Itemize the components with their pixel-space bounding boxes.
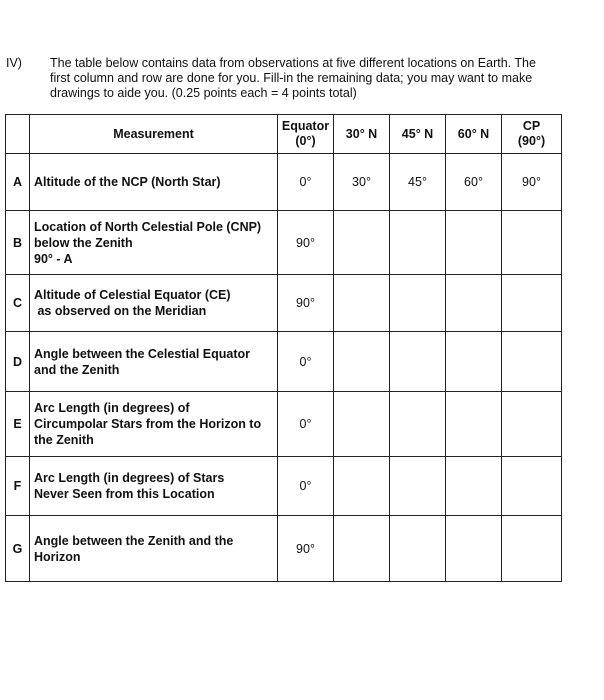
answer-cell[interactable]	[502, 332, 562, 392]
value-cell: 0°	[278, 392, 334, 457]
value-cell: 0°	[278, 457, 334, 516]
cp-header-degrees: (90°)	[517, 134, 546, 148]
value-cell: 0°	[278, 154, 334, 211]
value-cell: 90°	[502, 154, 562, 211]
observation-table	[5, 114, 562, 582]
value-cell: 90°	[278, 516, 334, 582]
answer-cell[interactable]	[390, 211, 446, 275]
measurement-line: and the Zenith	[34, 362, 120, 377]
table-row	[6, 332, 562, 392]
measurement-line: Arc Length (in degrees) of Stars	[34, 471, 225, 485]
row-letter: G	[6, 516, 30, 582]
equator-header	[278, 115, 334, 154]
measurement-line: Horizon	[34, 549, 81, 564]
row-letter: F	[6, 457, 30, 516]
answer-cell[interactable]	[334, 275, 390, 332]
measurement-line: Angle between the Celestial Equator	[34, 346, 251, 361]
measurement-cell	[30, 332, 278, 392]
table-row	[6, 154, 562, 211]
section-number: IV)	[6, 56, 22, 70]
header-row	[6, 115, 562, 154]
value-cell: 45°	[390, 154, 446, 211]
measurement-cell	[30, 275, 278, 332]
measurement-line: 90° - A	[34, 251, 73, 266]
row-letter: D	[6, 332, 30, 392]
answer-cell[interactable]	[334, 211, 390, 275]
answer-cell[interactable]	[334, 332, 390, 392]
row-letter: C	[6, 275, 30, 332]
row-letter: B	[6, 211, 30, 275]
instructions	[50, 56, 570, 101]
45n-header: 45° N	[390, 115, 446, 154]
answer-cell[interactable]	[502, 516, 562, 582]
cp-header-label: CP	[522, 119, 541, 133]
answer-cell[interactable]	[446, 275, 502, 332]
answer-cell[interactable]	[446, 457, 502, 516]
row-letter: E	[6, 392, 30, 457]
measurement-line: Circumpolar Stars from the Horizon to	[34, 417, 262, 431]
value-cell: 30°	[334, 154, 390, 211]
letter-header	[6, 115, 30, 154]
answer-cell[interactable]	[390, 275, 446, 332]
answer-cell[interactable]	[446, 211, 502, 275]
instruction-line: The table below contains data from observations at five different locations on Earth. The	[50, 56, 536, 70]
table-row	[6, 516, 562, 582]
answer-cell[interactable]	[334, 516, 390, 582]
measurement-cell	[30, 211, 278, 275]
answer-cell[interactable]	[502, 457, 562, 516]
answer-cell[interactable]	[390, 457, 446, 516]
measurement-cell	[30, 516, 278, 582]
answer-cell[interactable]	[446, 392, 502, 457]
answer-cell[interactable]	[502, 392, 562, 457]
measurement-line: Altitude of the NCP (North Star)	[34, 175, 221, 189]
measurement-cell	[30, 154, 278, 211]
measurement-line: Never Seen from this Location	[34, 487, 215, 501]
measurement-line: the Zenith	[34, 433, 94, 447]
value-cell: 0°	[278, 332, 334, 392]
equator-header-label: Equator	[281, 119, 330, 133]
measurement-cell	[30, 392, 278, 457]
answer-cell[interactable]	[502, 275, 562, 332]
table-row	[6, 211, 562, 275]
value-cell: 60°	[446, 154, 502, 211]
table-row	[6, 275, 562, 332]
measurement-line: Altitude of Celestial Equator (CE)	[34, 288, 231, 302]
value-cell: 90°	[278, 275, 334, 332]
measurement-line: as observed on the Meridian	[34, 304, 207, 318]
instruction-line: first column and row are done for you. Fill-in the remaining data; you may want to make	[50, 71, 533, 85]
answer-cell[interactable]	[446, 516, 502, 582]
measurement-header: Measurement	[30, 115, 278, 154]
value-cell: 90°	[278, 211, 334, 275]
table-row	[6, 392, 562, 457]
measurement-line: Location of North Celestial Pole (CNP)	[34, 219, 262, 234]
60n-header: 60° N	[446, 115, 502, 154]
measurement-line: Arc Length (in degrees) of	[34, 401, 190, 415]
30n-header: 30° N	[334, 115, 390, 154]
cp-header	[502, 115, 562, 154]
answer-cell[interactable]	[502, 211, 562, 275]
measurement-line: Angle between the Zenith and the	[34, 533, 234, 548]
measurement-cell	[30, 457, 278, 516]
answer-cell[interactable]	[390, 332, 446, 392]
answer-cell[interactable]	[390, 392, 446, 457]
answer-cell[interactable]	[390, 516, 446, 582]
instruction-line: drawings to aide you. (0.25 points each = 4 points total)	[50, 86, 357, 100]
answer-cell[interactable]	[334, 457, 390, 516]
table-row	[6, 457, 562, 516]
equator-header-degrees: (0°)	[295, 134, 316, 148]
answer-cell[interactable]	[446, 332, 502, 392]
measurement-line: below the Zenith	[34, 235, 133, 250]
row-letter: A	[6, 154, 30, 211]
answer-cell[interactable]	[334, 392, 390, 457]
